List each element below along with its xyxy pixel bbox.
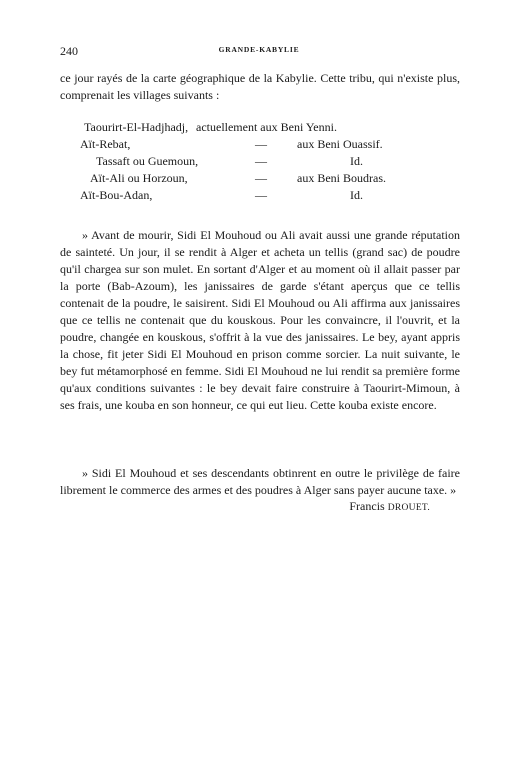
ditto-dash: — (255, 154, 267, 168)
village-name: Aït-Rebat, (80, 137, 131, 151)
village-location: aux Beni Ouassif. (297, 137, 383, 151)
village-row (60, 171, 460, 188)
ditto-dash: — (255, 188, 267, 202)
village-name: Aït-Ali ou Horzoun, (90, 171, 188, 185)
village-row (60, 188, 460, 205)
village-name: Taourirt-El-Hadjhadj, (84, 120, 189, 134)
intro-paragraph: ce jour rayés de la carte géographique de la Kabylie. Cette tribu, qui n'existe plus, comprenait les villages suivants : (60, 71, 460, 102)
village-location: Id. (350, 154, 363, 168)
village-location: Id. (350, 188, 363, 202)
village-name: Aït-Bou-Adan, (80, 188, 153, 202)
village-location: aux Beni Boudras. (297, 171, 386, 185)
author-signature (349, 499, 430, 514)
village-list (60, 120, 460, 205)
village-name: Tassaft ou Guemoun, (96, 154, 199, 168)
ditto-dash: — (255, 137, 267, 151)
village-location: actuellement aux Beni Yenni. (196, 120, 337, 134)
paragraph-legend: » Avant de mourir, Sidi El Mouhoud ou Ali avait aussi une grande réputation de sainteté. Un jour, il se rendit à Alger et acheta un tellis (grand sac) de poudre qu'il chargea sur son mulet. En sortant d'Alger et au moment où il allait passer par la porte (Bab-Azoum), les janissaires de garde s'étant aperçus que ce tellis contenait de la poudre, le saisirent. Sidi El Mouhoud ou Ali affirma aux janissaires que ce tellis ne contenait que du kouskous. Pour les convaincre, il l'ouvrit, et la poudre, changée en kouskous, s'offrit à la vue des janissaires. Le bey, ayant appris la chose, fit jeter Sidi El Mouhoud en prison comme sorcier. La nuit suivante, le bey fut métamorphosé en femme. Sidi El Mouhoud ne lui rendit sa première forme qu'aux conditions suivantes : le bey devait faire construire à Taourirt-Mimoun, à ses frais, une kouba en son honneur, ce qui eut lieu. Cette kouba existe encore. (60, 228, 460, 412)
village-row (60, 137, 460, 154)
author-last-name: DROUET. (387, 503, 430, 513)
running-title: GRANDE-KABYLIE (218, 45, 300, 54)
village-row (60, 154, 460, 171)
page-number: 240 (60, 44, 78, 58)
ditto-dash: — (255, 171, 267, 185)
village-row (60, 120, 460, 137)
paragraph-privilege: » Sidi El Mouhoud et ses descendants obtinrent en outre le privilège de faire librement le commerce des armes et des poudres à Alger sans payer aucune taxe. » (60, 466, 460, 497)
author-first-name: Francis (349, 499, 385, 513)
